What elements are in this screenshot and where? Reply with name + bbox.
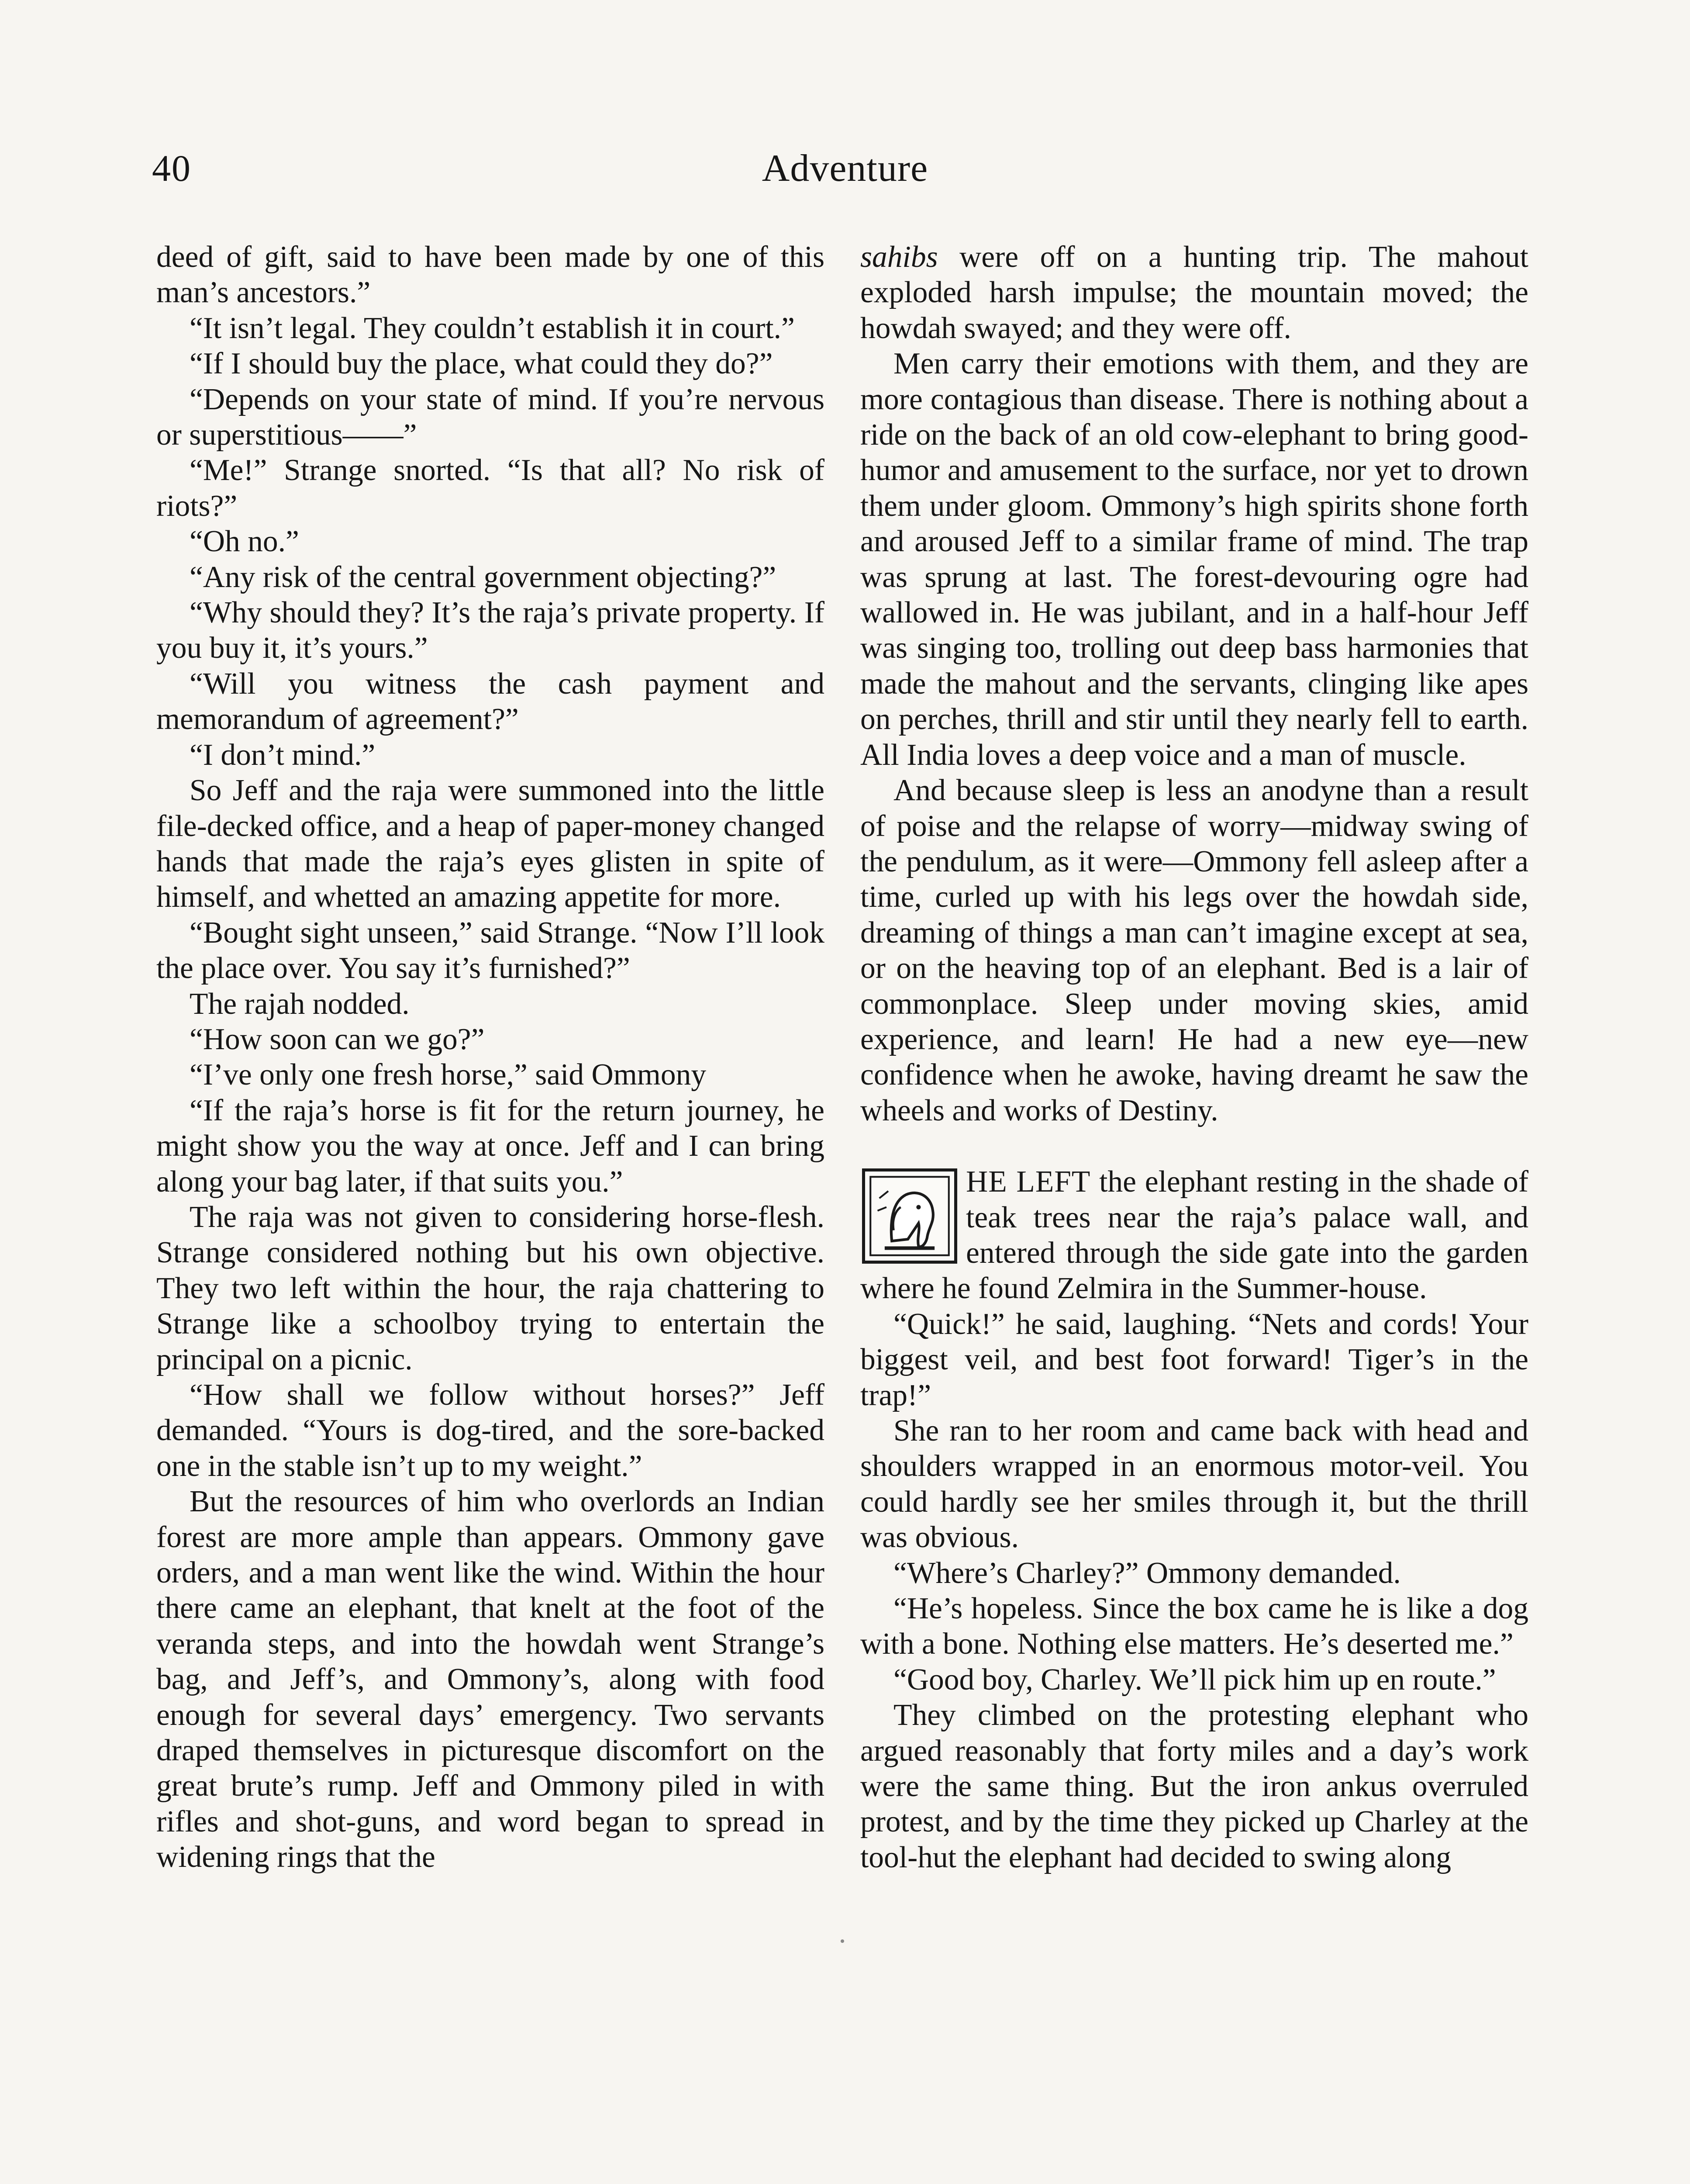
paragraph: “Me!” Strange snorted. “Is that all? No risk of riots?”	[156, 453, 824, 523]
paragraph: Men carry their emotions with them, and they are more contagious than disease. There is nothing about a ride on the back of an old cow-elephant to bring good-humor and amusement to the surface, nor yet to drown them under gloom. Ommony’s high spirits shone forth and aroused Jeff to a similar frame of mind. The trap was sprung at last. The forest-devouring ogre had wallowed in. He was jubilant, and in a half-hour Jeff was singing too, trolling out deep bass harmonies that made the mahout and the servants, clinging like apes on perches, thrill and stir until they nearly fell to earth. All India loves a deep voice and a man of muscle.	[860, 347, 1528, 772]
paragraph: “Why should they? It’s the raja’s private property. If you buy it, it’s yours.”	[156, 596, 824, 665]
paragraph: “Oh no.”	[190, 525, 299, 559]
paragraph: “Bought sight unseen,” said Strange. “Now I’ll look the place over. You say it’s furnished?”	[156, 916, 824, 985]
section-break	[860, 1128, 1528, 1164]
paragraph: “How shall we follow without horses?” Jeff demanded. “Yours is dog-tired, and the sore-backed one in the stable isn’t up to my weight.”	[156, 1378, 824, 1483]
running-head: Adventure	[762, 147, 928, 190]
paragraph: “Quick!” he said, laughing. “Nets and cords! Your biggest veil, and best foot forward! Tiger’s in the trap!”	[860, 1307, 1528, 1412]
paragraph: So Jeff and the raja were summoned into the little file-decked office, and a heap of paper-money changed hands that made the raja’s eyes glisten in spite of himself, and whetted an amazing appetite for more.	[156, 774, 824, 914]
paragraph: “Where’s Charley?” Ommony demanded.	[893, 1556, 1401, 1590]
paragraph: The raja was not given to considering horse-flesh. Strange considered nothing but his own objective. They two left within the hour, the raja chattering to Strange like a schoolboy trying to entertain the principal on a picnic.	[156, 1200, 824, 1376]
paragraph: “If the raja’s horse is fit for the return journey, he might show you the way at once. Jeff and I can bring along your bag later, if that suits you.”	[156, 1093, 824, 1199]
paragraph-text: were off on a hunting trip. The mahout exploded harsh impulse; the mountain moved; the howdah swayed; and they were off.	[860, 240, 1528, 345]
paragraph: “Depends on your state of mind. If you’re nervous or superstitious——”	[156, 382, 824, 452]
paragraph: “He’s hopeless. Since the box came he is like a dog with a bone. Nothing else matters. He’s deserted me.”	[860, 1592, 1528, 1661]
paragraph: “Will you witness the cash payment and memorandum of agreement?”	[156, 667, 824, 736]
paragraph: “It isn’t legal. They couldn’t establish it in court.”	[190, 311, 795, 345]
italic-word: sahibs	[860, 240, 938, 274]
left-column	[156, 239, 824, 1875]
page-number: 40	[152, 147, 191, 189]
paragraph: “Good boy, Charley. We’ll pick him up en route.”	[893, 1662, 1496, 1697]
dropcap-paragraph	[860, 1164, 1528, 1306]
paragraph: And because sleep is less an anodyne than a result of poise and the relapse of worry—midway swing of the pendulum, as it were—Ommony fell asleep after a time, curled up with his legs over the howdah side, dreaming of things a man can’t imagine except at sea, or on the heaving top of an elephant. Bed is a lair of commonplace. Sleep under moving skies, amid experience, and learn! He had a new eye—new confidence when he awoke, having dreamt he saw the wheels and works of Destiny.	[860, 774, 1528, 1127]
paragraph: The rajah nodded.	[190, 987, 410, 1021]
paragraph: “If I should buy the place, what could they do?”	[190, 347, 773, 381]
paragraph: “Any risk of the central government objecting?”	[190, 560, 776, 594]
paragraph: deed of gift, said to have been made by one of this man’s ancestors.”	[156, 240, 824, 310]
paragraph: She ran to her room and came back with head and shoulders wrapped in an enormous motor-veil. You could hardly see her smiles through it, but the thrill was obvious.	[860, 1414, 1528, 1555]
paragraph: “How soon can we go?”	[190, 1022, 485, 1056]
right-column	[860, 239, 1528, 1875]
print-speck	[841, 1939, 844, 1943]
paragraph	[860, 239, 1528, 346]
paragraph: “I’ve only one fresh horse,” said Ommony	[190, 1058, 707, 1092]
paragraph: But the resources of him who overlords an Indian forest are more ample than appears. Ommony gave orders, and a man went like the wind. Within the hour there came an elephant, that knelt at the foot of the veranda steps, and into the howdah went Strange’s bag, and Jeff’s, and Ommony’s, along with food enough for several days’ emergency. Two servants draped themselves in picturesque discomfort on the great brute’s rump. Jeff and Ommony piled in with rifles and shot-guns, and word began to spread in widening rings that the	[156, 1485, 824, 1874]
paragraph: “I don’t mind.”	[190, 738, 376, 772]
paragraph: They climbed on the protesting elephant who argued reasonably that forty miles and a day’s work were the same thing. But the iron ankus overruled protest, and by the time they picked up Charley at the tool-hut the elephant had decided to swing along	[860, 1698, 1528, 1874]
elephant-dropcap-icon	[862, 1168, 957, 1264]
small-caps-lead: HE LEFT	[966, 1165, 1091, 1199]
paragraph-text: the elephant resting in the shade of teak trees near the raja’s palace wall, and entered through the side gate into the garden where he found Zelmira in the Summer-house.	[860, 1165, 1528, 1306]
